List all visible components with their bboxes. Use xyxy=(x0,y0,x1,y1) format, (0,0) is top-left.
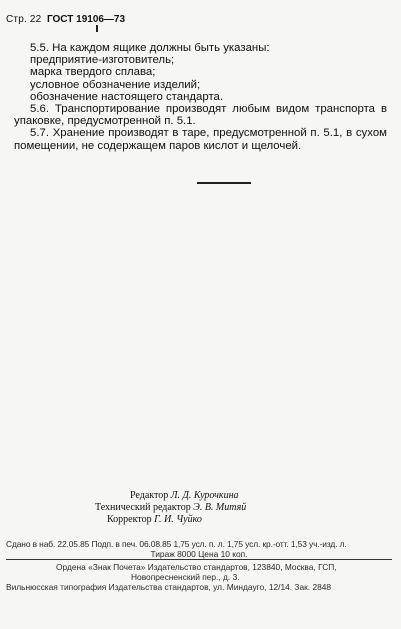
publisher-line: Ордена «Знак Почета» Издательство стандартов, 123840, Москва, ГСП, xyxy=(56,562,337,572)
list-item: марка твердого сплава; xyxy=(30,66,156,79)
page-number: Стр. 22 xyxy=(6,14,42,25)
publisher-block xyxy=(6,562,392,592)
list-item: условное обозначение изделий; xyxy=(30,78,201,91)
credits-block xyxy=(40,490,370,526)
page-header xyxy=(6,14,125,26)
tech-editor-line xyxy=(40,502,370,514)
corrector-label: Корректор xyxy=(107,514,152,525)
list-item: обозначение настоящего стандарта. xyxy=(30,90,224,103)
editor-line xyxy=(40,490,370,502)
standard-number: ГОСТ 19106—73 xyxy=(46,14,126,25)
corrector-line xyxy=(40,514,370,526)
paragraph-5-6: 5.6. Транспортирование производят любым видом транспорта в упаковке, предусмотренной п. 5.1. xyxy=(14,103,387,128)
print-imprint xyxy=(6,540,392,559)
imprint-details: Сдано в наб. 22.05.85 Подп. в печ. 06.08.85 1,75 усл. п. л. 1,75 усл. кр.-отт. 1,53 уч.-изд. л. xyxy=(6,539,347,549)
list-item: предприятие-изготовитель; xyxy=(30,54,175,67)
editor-label: Редактор xyxy=(130,490,169,501)
imprint-divider xyxy=(6,559,392,560)
header-tick-mark xyxy=(96,25,98,32)
section-end-rule xyxy=(197,182,251,184)
marking-list xyxy=(14,54,387,103)
body-text xyxy=(14,42,387,152)
paragraph-5-5: 5.5. На каждом ящике должны быть указаны: xyxy=(30,42,270,54)
printing-house-line: Вильнюсская типография Издательства стандартов, ул. Миндауго, 12/14. Зак. 2848 xyxy=(6,582,332,592)
imprint-circulation: Тираж 8000 Цена 10 коп. xyxy=(150,548,248,559)
publisher-address: Новопресненский пер., д. 3. xyxy=(131,572,240,582)
tech-editor-name: Э. В. Митяй xyxy=(193,502,247,513)
corrector-name: Г. И. Чуйко xyxy=(154,514,202,525)
editor-name: Л. Д. Курочкина xyxy=(170,490,239,501)
paragraph-5-7: 5.7. Хранение производят в таре, предусмотренной п. 5.1, в сухом помещении, не содержащем паров кислот и щелочей. xyxy=(14,127,387,152)
tech-editor-label: Технический редактор xyxy=(95,502,191,513)
